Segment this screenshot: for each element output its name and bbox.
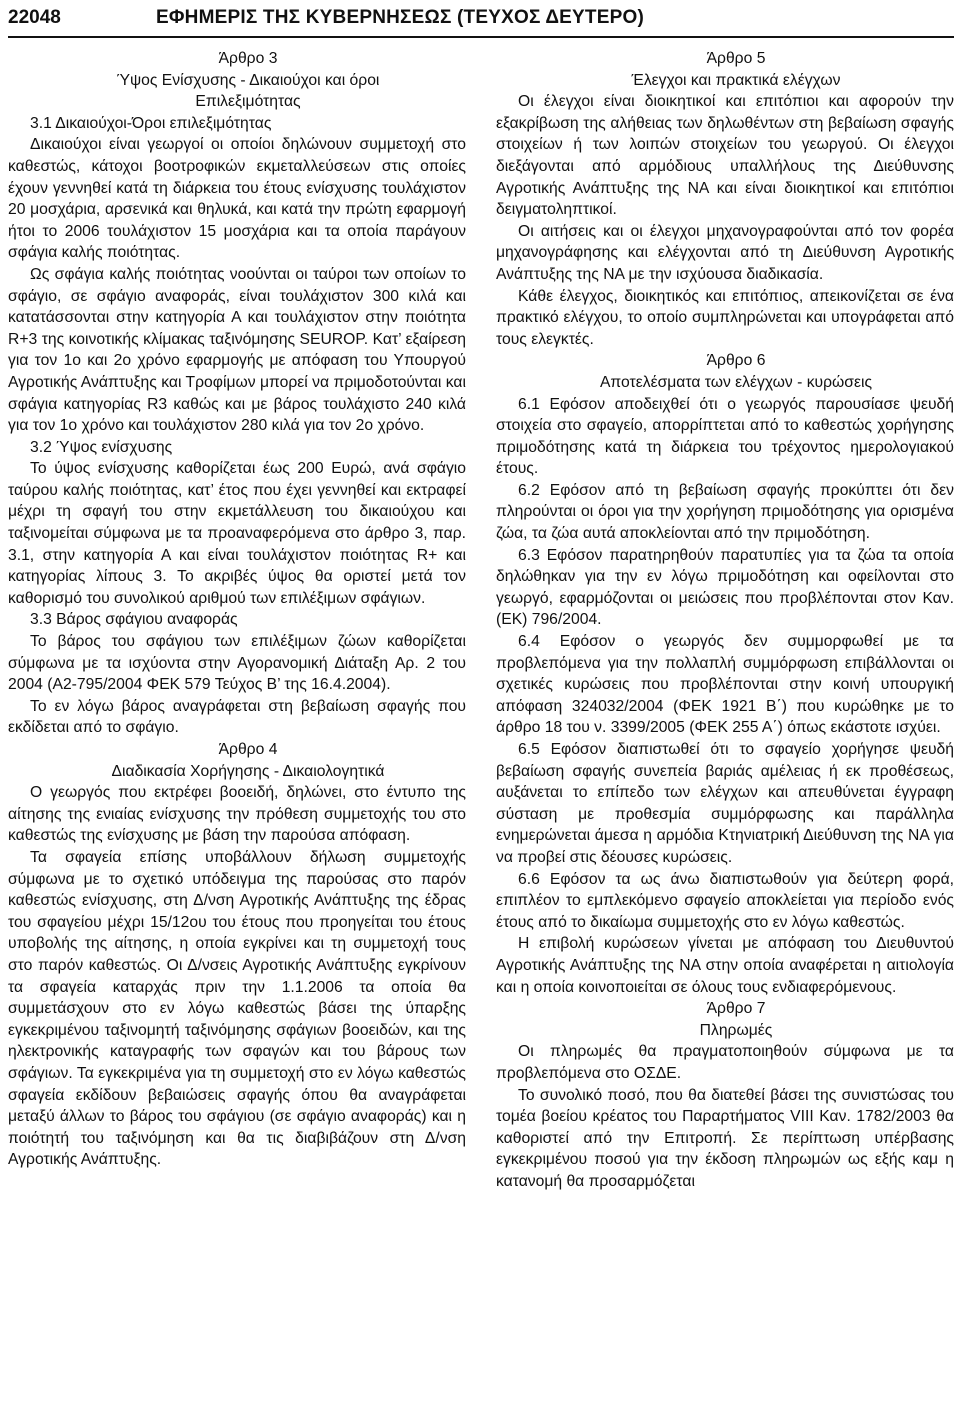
paragraph-3-3-text-b: Το εν λόγω βάρος αναγράφεται στη βεβαίωση σφαγής που εκδίδεται από το σφάγιο. [8, 697, 466, 737]
paragraph-4-text-a: Ο γεωργός που εκτρέφει βοοειδή, δηλώνει, στο έντυπο της αίτησης της ενιαίας ενίσχυσης την πρόθεση συμμετοχής του στο καθεστώς της ενίσχυσης με βάση την παρούσα απόφαση. [8, 784, 466, 845]
paragraph-7-text-b: Το συνολικό ποσό, που θα διατεθεί βάσει της συνιστώσας του τομέα βοείου κρέατος του Παραρτήματος VIII Καν. 1782/2003 θα καθοριστεί από την Επιτροπή. Σε περίπτωση υπέρβασης εγκεκριμένου ποσού για την έκδοση πληρωμών ως εξής καμ η κατανομή θα προσαρμόζεται [496, 1086, 954, 1190]
article-3-title: Άρθρο 3 [218, 50, 278, 67]
article-7-title: Άρθρο 7 [706, 1000, 766, 1018]
paragraph-7-text-a: Οι πληρωμές θα πραγματοποιηθούν σύμφωνα με τα προβλεπόμενα στο ΟΣΔΕ. [496, 1043, 954, 1082]
article-4-subtitle: Διαδικασία Χορήγησης - Δικαιολογητικά [111, 762, 385, 780]
paragraph-6-4: 6.4 Εφόσον ο γεωργός δεν συμμορφωθεί με τα προβλεπόμενα για την πολλαπλή συμμόρφωση επιβάλλονται οι σχετικές κυρώσεις που προβλέπονται στην κοινή υπουργική απόφαση 324032/2004 (ΦΕΚ 1921 Β΄) που κυρώθηκε με το άρθρο 18 του ν. 3399/2005 (ΦΕΚ 255 Α΄) όπως εκάστοτε ισχύει. [496, 633, 954, 737]
article-4-title: Άρθρο 4 [218, 741, 278, 758]
paragraph-6-3: 6.3 Εφόσον παρατηρηθούν παρατυπίες για τα ζώα τα οποία δηλώθηκαν για την εν λόγω πριμοδότηση και οφείλονται στο γεωργό, εφαρμόζονται οι μειώσεις που προβλέπονται στον Καν. (ΕΚ) 796/2004. [496, 546, 954, 629]
two-column-body [8, 48, 954, 1192]
article-7-subtitle: Πληρωμές [699, 1021, 773, 1039]
paragraph-6-1: 6.1 Εφόσον αποδειχθεί ότι ο γεωργός παρουσίασε ψευδή στοιχεία στο σφαγείο, απορρίπτεται από το καθεστώς χορήγησης πριμοδότησης κατά τη διάρκεια του τρέχοντος ημερολογιακού έτους. [496, 395, 954, 478]
paragraph-3-3-text-a: Το βάρος του σφάγιου των επιλέξιμων ζώων καθορίζεται σύμφωνα με τα ισχύοντα στην Αγορανομική Διάταξη Αρ. 2 του 2004 (Α2-795/2004 ΦΕΚ 579 Τεύχος Β’ της 16.4.2004). [8, 633, 466, 694]
article-6-subtitle: Αποτελέσματα των ελέγχων - κυρώσεις [599, 373, 873, 391]
article-6-title: Άρθρο 6 [706, 352, 766, 370]
article-3-subtitle-line-2: Επιλεξιμότητας [195, 93, 301, 111]
page-number: 22048 [8, 7, 61, 28]
paragraph-6-2: 6.2 Εφόσον από τη βεβαίωση σφαγής προκύπτει ότι δεν πληρούνται οι όροι για την χορήγηση πριμοδότησης για ορισμένα ζώα, τα ζώα αυτά αποκλείονται από την πριμοδότηση. [496, 481, 954, 543]
paragraph-5-text-c: Κάθε έλεγχος, διοικητικός και επιτόπιος, απεικονίζεται σε ένα πρακτικό ελέγχου, το οποίο συμπληρώνεται και υπογράφεται από τους ελεγκτές. [496, 287, 954, 348]
paragraph-3-2-heading: 3.2 Ύψος ενίσχυσης [30, 438, 173, 456]
paragraph-3-1-text-a: Δικαιούχοι είναι γεωργοί οι οποίοι δηλώνουν συμμετοχή στο καθεστώς, κάτοχοι βοοτροφικών εκμεταλλεύσεων στις οποίες έχουν γεννηθεί κατά τη διάρκεια του έτους ενίσχυσης τουλάχιστον 20 μοσχάρια, αρσενικά και θηλυκά, και κατά την πρώτη εφαρμογή ήτοι το 2006 τουλάχιστον 15 μοσχάρια και τα οποία παράγουν σφάγια καλής ποιότητας. [8, 136, 466, 262]
paragraph-5-text-b: Οι αιτήσεις και οι έλεγχοι μηχανογραφούνται από τον φορέα μηχανογράφησης και ελέγχονται από τη Διεύθυνση Αγροτικής Ανάπτυξης της ΝΑ με την ισχύουσα διαδικασία. [496, 222, 954, 283]
paragraph-5-text-a: Οι έλεγχοι είναι διοικητικοί και επιτόπιοι και αφορούν την εξακρίβωση της αλήθειας των δηλωθέντων στη βεβαίωση σφαγής στοιχείων ή των λοιπών στοιχείων του γεωργού. Οι έλεγχοι διεξάγονται από αρμόδιους υπαλλήλους της Διεύθυνσης Αγροτικής Ανάπτυξης της ΝΑ και είναι διοικητικοί και επιτόπιοι δειγματοληπτικοί. [496, 93, 954, 219]
paragraph-6-7: Η επιβολή κυρώσεων γίνεται με απόφαση του Διευθυντού Αγροτικής Ανάπτυξης της ΝΑ στην οποία αναφέρεται η αιτιολογία και η οποία κοινοποιείται σε όλους τους ενδιαφερόμενους. [496, 935, 954, 996]
paragraph-3-1-heading: 3.1 Δικαιούχοι-Όροι επιλεξιμότητας [30, 114, 272, 132]
journal-title: ΕΦΗΜΕΡΙΣ ΤΗΣ ΚΥΒΕΡΝΗΣΕΩΣ (ΤΕΥΧΟΣ ΔΕΥΤΕΡΟ) [156, 7, 644, 28]
paragraph-4-text-b: Τα σφαγεία επίσης υποβάλλουν δήλωση συμμετοχής σύμφωνα με το σχετικό υπόδειγμα της παρούσας στο παρόν καθεστώς ενίσχυσης, στη Δ/νση Αγροτικής Ανάπτυξης της έδρας του σφαγείου μέχρι 15/12ου του έτους που προηγείται του έτους υποβολής της αίτησης, η οποία εγκρίνει και τη συμμετοχή τους στο παρόν καθεστώς. Οι Δ/νσεις Αγροτικής Ανάπτυξης εγκρίνουν τα σφαγεία καταρχάς πριν την 1.1.2006 τα οποία θα συμμετάσχουν στο εν λόγω καθεστώς βάσει της ύπαρξης εγκεκριμένου ταξινομητή ταξινόμησης σφάγιων βοοειδών, και της ηλεκτρονικής καταγραφής των σφαγών και του βάρους των σφάγιων. Τα εγκεκριμένα για τη συμμετοχή στο εν λόγω καθεστώς σφαγεία εκδίδουν βεβαιώσεις σφαγής όπου θα αναγράφεται μεταξύ άλλων το βάρος του σφάγιου (σε σφάγιο αναφοράς) και η ποιότητή του ταξινόμηση και θα τις διαβιβάζουν στη Δ/νση Αγροτικής Ανάπτυξης. [8, 848, 466, 1169]
article-3-subtitle-line-1: Ύψος Ενίσχυσης - Δικαιούχοι και όροι [116, 71, 380, 89]
article-5-subtitle: Έλεγχοι και πρακτικά ελέγχων [631, 71, 841, 89]
page-header [8, 0, 954, 38]
paragraph-3-3-heading: 3.3 Βάρος σφάγιου αναφοράς [30, 611, 238, 629]
paragraph-3-1-text-b: Ως σφάγια καλής ποιότητας νοούνται οι ταύροι των οποίων το σφάγιο, σε σφάγιο αναφοράς, είναι τουλάχιστον 300 κιλά και κατατάσσονται στην κατηγορία Α και τουλάχιστον στην ποιότητα R+3 της κοινοτικής κλίμακας ταξινόμησης SEUROP. Κατ’ εξαίρεση για τον 1ο και 2ο χρόνο εφαρμογής με απόφαση του Υπουργού Αγροτικής Ανάπτυξης και Τροφίμων μπορεί να πριμοδοτούνται και σφάγια κατηγορίας R3 καθώς και με βάρος τουλάχιστο 240 κιλά για τον 1ο χρόνο και τουλάχιστον 280 κιλά για τον 2ο χρόνο. [8, 265, 466, 435]
paragraph-3-2-text: Το ύψος ενίσχυσης καθορίζεται έως 200 Ευρώ, ανά σφάγιο ταύρου καλής ποιότητας, κατ’ έτος που έχει γεννηθεί και εκτραφεί μέχρι τη σφαγή του στην εκμετάλλευση του δικαιούχου και ταξινομείται σύμφωνα με τα προαναφερόμενα στο άρθρο 3, παρ. 3.1, στην κατηγορία Α και είναι τουλάχιστον ποιότητας R+ και κατηγορίας λίπους 3. Το ακριβές ύψος θα οριστεί μετά τον καθορισμό του συνολικού αριθμού των επιλέξιμων σφάγιων. [8, 460, 466, 607]
paragraph-6-5: 6.5 Εφόσον διαπιστωθεί ότι το σφαγείο χορήγησε ψευδή βεβαίωση σφαγής συνεπεία βαριάς αμέλειας ή εκ προθέσεως, αυξάνεται το επίπεδο των ελέγχων και απευθύνεται έγγραφη σύσταση με προθεσμία συμμόρφωσης και παράλληλα ενημερώνεται άμεσα η αρμόδια Κτηνιατρική Διεύθυνση της ΝΑ για να προβεί στις δέουσες κυρώσεις. [496, 741, 954, 866]
left-column [8, 48, 466, 1192]
article-5-title: Άρθρο 5 [706, 50, 766, 67]
paragraph-6-6: 6.6 Εφόσον τα ως άνω διαπιστωθούν για δεύτερη φορά, επιπλέον το εμπλεκόμενο σφαγείο αποκλείεται για περίοδο ενός έτους από το δικαίωμα συμμετοχής στο εν λόγω καθεστώς. [496, 870, 954, 931]
right-column [496, 48, 954, 1192]
